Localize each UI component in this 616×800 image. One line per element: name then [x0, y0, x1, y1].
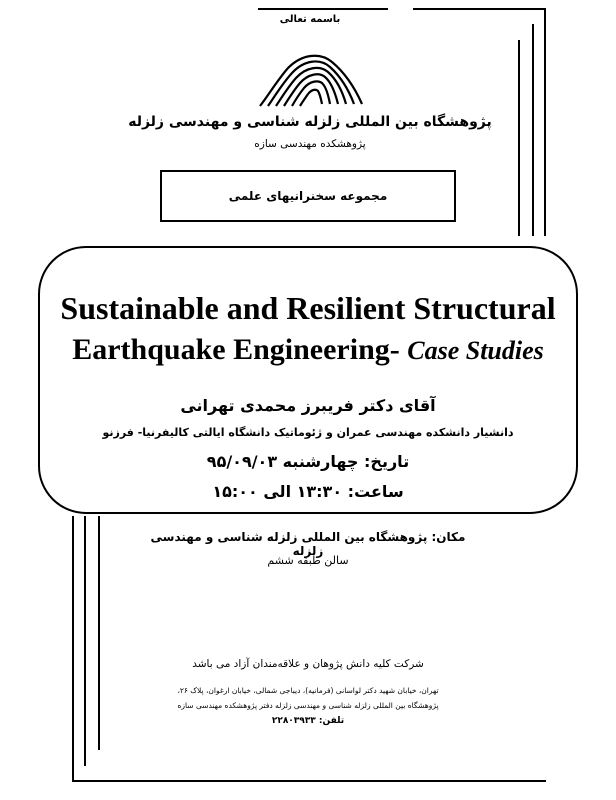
frame-line-right-mid [532, 24, 534, 236]
venue-place: مکان: پژوهشگاه بین المللی زلزله شناسی و مهندسی زلزله [150, 530, 466, 558]
frame-line-right-inner [518, 40, 520, 236]
address-line2: پژوهشگاه بین المللی زلزله شناسی و مهندسی زلزله دفتر پژوهشکده مهندسی سازه [177, 701, 439, 710]
lecture-title-italic: Case Studies [407, 336, 544, 365]
speaker-affiliation: دانشیار دانشکده مهندسی عمران و ژئوماتیک دانشگاه ایالتی کالیفرنیا- فرزنو [102, 426, 514, 439]
lecture-title-main: Earthquake Engineering- [72, 333, 400, 366]
lecture-series-box [160, 170, 456, 222]
basmala-text: باسمه تعالی [279, 14, 341, 25]
address-line1: تهران، خیابان شهید دکتر لواسانی (فرمانیه)، دیباجی شمالی، خیابان ارغوان، پلاک ۲۶، [177, 686, 439, 695]
frame-line-left-inner [98, 516, 100, 750]
frame-line-left-mid [84, 516, 86, 766]
lecture-series-label: مجموعه سخنرانیهای علمی [228, 189, 388, 203]
institute-logo [258, 46, 364, 108]
speaker-name: آقای دکتر فریبرز محمدی تهرانی [180, 396, 436, 415]
department-name: پژوهشکده مهندسی سازه [254, 138, 366, 150]
lecture-info-box [38, 246, 578, 514]
attendance-note: شرکت کلیه دانش پژوهان و علاقه‌مندان آزاد می باشد [192, 658, 424, 670]
frame-line-bottom-right [72, 780, 546, 782]
frame-line-top-short [258, 8, 388, 10]
lecture-time: ساعت: ۱۳:۳۰ الی ۱۵:۰۰ [212, 482, 404, 501]
lecture-title-line2 [40, 332, 576, 369]
institute-name: پژوهشگاه بین المللی زلزله شناسی و مهندسی زلزله [128, 114, 492, 130]
frame-line-left-outer [72, 516, 74, 782]
venue-hall: سالن طبقه ششم [267, 554, 349, 567]
lecture-title-line1: Sustainable and Resilient Structural [60, 290, 556, 326]
phone-number: تلفن: ۲۲۸۰۳۹۳۳ [271, 716, 345, 726]
frame-line-right-outer [544, 8, 546, 236]
lecture-date: تاریخ: چهارشنبه ۹۵/۰۹/۰۳ [206, 452, 410, 471]
frame-line-top-right [413, 8, 545, 10]
